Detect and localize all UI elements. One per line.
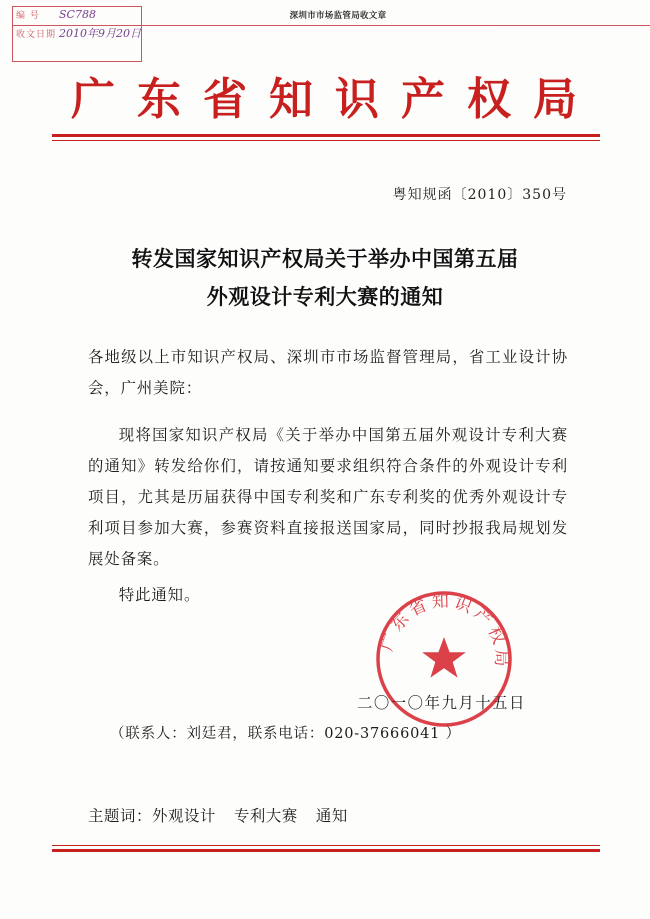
receipt-date-row	[13, 26, 141, 44]
letterhead-divider	[52, 134, 600, 137]
receipt-date-label: 收文日期	[16, 30, 57, 40]
subject-keywords	[88, 804, 366, 826]
contact-info: （联系人：刘廷君，联系电话：020-37666041 ）	[110, 726, 461, 742]
footer-divider-bottom	[52, 849, 600, 852]
receipt-number-label: 编 号	[16, 11, 40, 21]
receipt-stamp-title: 深圳市市场监管局收文章	[13, 7, 650, 26]
keyword-item: 外观设计	[151, 807, 216, 825]
letterhead-divider-thin	[52, 140, 600, 141]
letterhead-issuer: 广东省知识产权局	[71, 74, 599, 125]
keyword-item: 专利大赛	[233, 807, 298, 825]
document-number: 粤知规函〔2010〕350号	[392, 187, 567, 203]
recipients: 各地级以上市知识产权局、深圳市市场监督管理局，省工业设计协会，广州美院：	[88, 348, 568, 397]
receipt-date-value: 2010年9月20日	[59, 27, 141, 40]
keywords-label: 主题词：	[88, 807, 152, 825]
document-title-line-1: 转发国家知识产权局关于举办中国第五届	[131, 246, 519, 271]
receipt-number-value: SC788	[59, 8, 96, 21]
keyword-item: 通知	[315, 807, 348, 825]
body-paragraph: 现将国家知识产权局《关于举办中国第五届外观设计专利大赛的通知》转发给你们，请按通知要求组织符合条件的外观设计专利项目，尤其是历届获得中国专利奖和广东专利奖的优秀外观设计专利项目参加大赛，参赛资料直接报送国家局，同时抄报我局规划发展处备案。	[88, 426, 568, 568]
closing-line: 特此通知。	[118, 586, 201, 604]
receipt-stamp	[12, 6, 387, 62]
svg-text:广东省知识产权局: 广东省知识产权局	[377, 591, 512, 671]
receipt-number-row	[13, 7, 141, 26]
document-title-line-2: 外观设计专利大赛的通知	[206, 284, 444, 309]
issue-date: 二〇一〇年九月十五日	[357, 694, 526, 712]
footer-divider-top	[52, 845, 600, 846]
